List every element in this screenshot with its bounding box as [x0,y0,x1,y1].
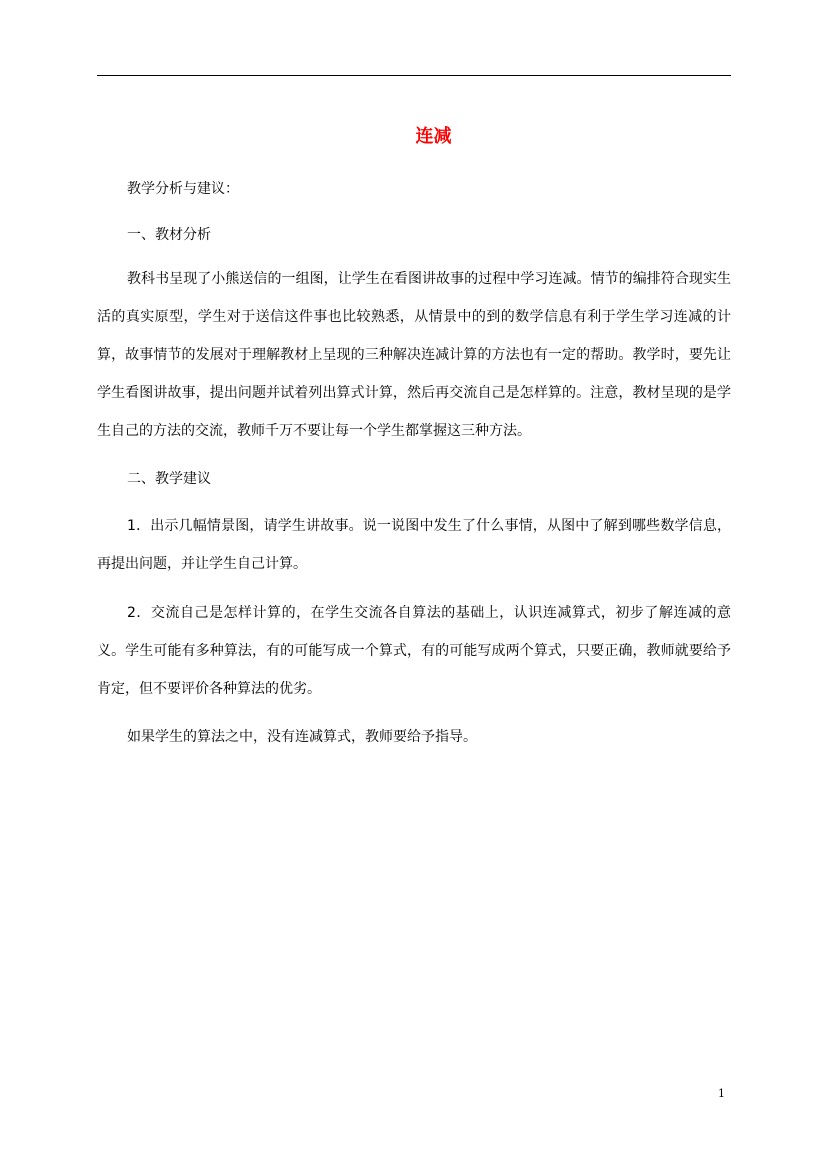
section-heading-teaching-suggestions: 二、教学建议 [127,471,211,487]
document-title: 连减 [415,126,452,147]
header-rule [97,75,731,76]
section-heading-textbook-analysis: 一、教材分析 [127,227,211,243]
paragraph-suggestion-1: 1．出示几幅情景图，请学生讲故事。说一说图中发生了什么事情，从图中了解到哪些数学信息，再提出问题，并让学生自己计算。 [97,518,731,572]
paragraph-guidance: 如果学生的算法之中，没有连减算式，教师要给予指导。 [127,729,477,745]
paragraph-analysis-heading: 教学分析与建议： [127,181,239,197]
page-number: 1 [718,1087,725,1100]
paragraph-suggestion-2: 2．交流自己是怎样计算的，在学生交流各自算法的基础上，认识连减算式，初步了解连减的意义。学生可能有多种算法，有的可能写成一个算式，有的可能写成两个算式，只要正确，教师就要给予肯定，但不要评价各种算法的优劣。 [97,605,731,697]
paragraph-textbook-analysis: 教科书呈现了小熊送信的一组图，让学生在看图讲故事的过程中学习连减。情节的编排符合现实生活的真实原型，学生对于送信这件事也比较熟悉，从情景中的到的数学信息有利于学生学习连减的计算，故事情节的发展对于理解教材上呈现的三种解决连减计算的方法也有一定的帮助。教学时，要先让学生看图讲故事，提出问题并试着列出算式计算，然后再交流自己是怎样算的。注意，教材呈现的是学生自己的方法的交流，教师千万不要让每一个学生都掌握这三种方法。 [97,271,731,439]
